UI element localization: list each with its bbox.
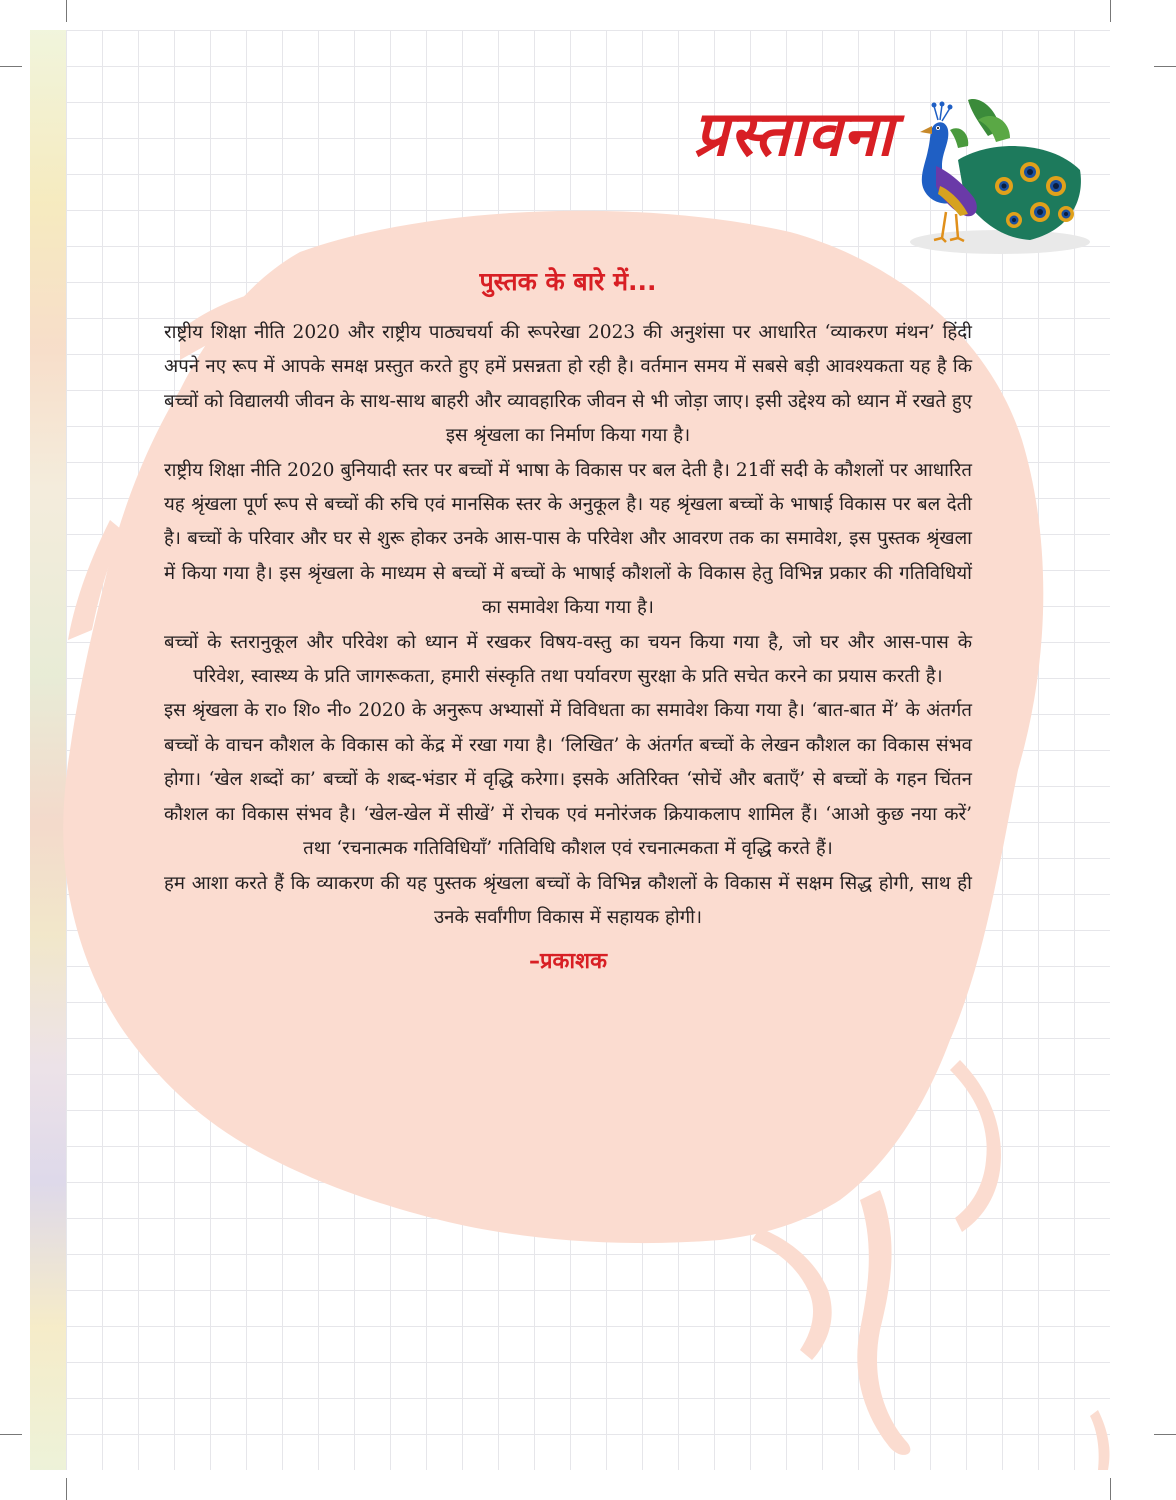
content-area: [164, 262, 972, 979]
paragraph: बच्चों के स्तरानुकूल और परिवेश को ध्यान में रखकर विषय-वस्तु का चयन किया गया है, जो घर और आस-पास के परिवेश, स्वास्थ्य के प्रति जागरूकता, हमारी संस्कृति तथा पर्यावरण सुरक्षा के प्रति सचेत करने का प्रयास करती है।: [164, 631, 972, 688]
section-heading: पुस्तक के बारे में...: [479, 267, 657, 296]
page-title: प्रस्तावना: [693, 97, 894, 170]
paragraph: हम आशा करते हैं कि व्याकरण की यह पुस्तक श्रृंखला बच्चों के विभिन्न कौशलों के विकास में सक्षम सिद्ध होगी, साथ ही उनके सर्वांगीण विकास में सहायक होगी।: [164, 872, 972, 928]
publisher-signature: –प्रकाशक: [529, 949, 607, 975]
paragraph: राष्ट्रीय शिक्षा नीति 2020 और राष्ट्रीय पाठ्यचर्या की रूपरेखा 2023 की अनुशंसा पर आधारित ‘व्याकरण मंथन’ हिंदी अपने नए रूप में आपके समक्ष प्रस्तुत करते हुए हमें प्रसन्नता हो रही है। वर्तमान समय में सबसे बड़ी आवश्यकता यह है कि बच्चों को विद्यालयी जीवन के साथ-साथ बाहरी और व्यावहारिक जीवन से भी जोड़ा जाए। इसी उद्देश्य को ध्यान में रखते हुए इस श्रृंखला का निर्माण किया गया है।: [164, 322, 972, 447]
paragraph: राष्ट्रीय शिक्षा नीति 2020 बुनियादी स्तर पर बच्चों में भाषा के विकास पर बल देती है। 21वीं सदी के कौशलों पर आधारित यह श्रृंखला पूर्ण रूप से बच्चों की रुचि एवं मानसिक स्तर के अनुकूल है। यह श्रृंखला बच्चों के भाषाई विकास पर बल देती है। बच्चों के परिवार और घर से शुरू होकर उनके आस-पास के परिवेश और आवरण तक का समावेश, इस पुस्तक श्रृंखला में किया गया है। इस श्रृंखला के माध्यम से बच्चों में बच्चों के भाषाई कौशलों के विकास हेतु विभिन्न प्रकार की गतिविधियों का समावेश किया गया है।: [164, 459, 972, 619]
peacock-icon: [880, 90, 1090, 260]
paragraph: इस श्रृंखला के रा० शि० नी० 2020 के अनुरूप अभ्यासों में विविधता का समावेश किया गया है। ‘बात-बात में’ के अंतर्गत बच्चों के वाचन कौशल के विकास को केंद्र में रखा गया है। ‘लिखित’ के अंतर्गत बच्चों के लेखन कौशल का विकास संभव होगा। ‘खेल शब्दों का’ बच्चों के शब्द-भंडार में वृद्धि करेगा। इसके अतिरिक्त ‘सोचें और बताएँ’ से बच्चों के गहन चिंतन कौशल का विकास संभव है। ‘खेल-खेल में सीखें’ में रोचक एवं मनोरंजक क्रियाकलाप शामिल हैं। ‘आओ कुछ नया करें’ तथा ‘रचनात्मक गतिविधियाँ’ गतिविधि कौशल एवं रचनात्मकता में वृद्धि करते हैं।: [164, 700, 972, 860]
